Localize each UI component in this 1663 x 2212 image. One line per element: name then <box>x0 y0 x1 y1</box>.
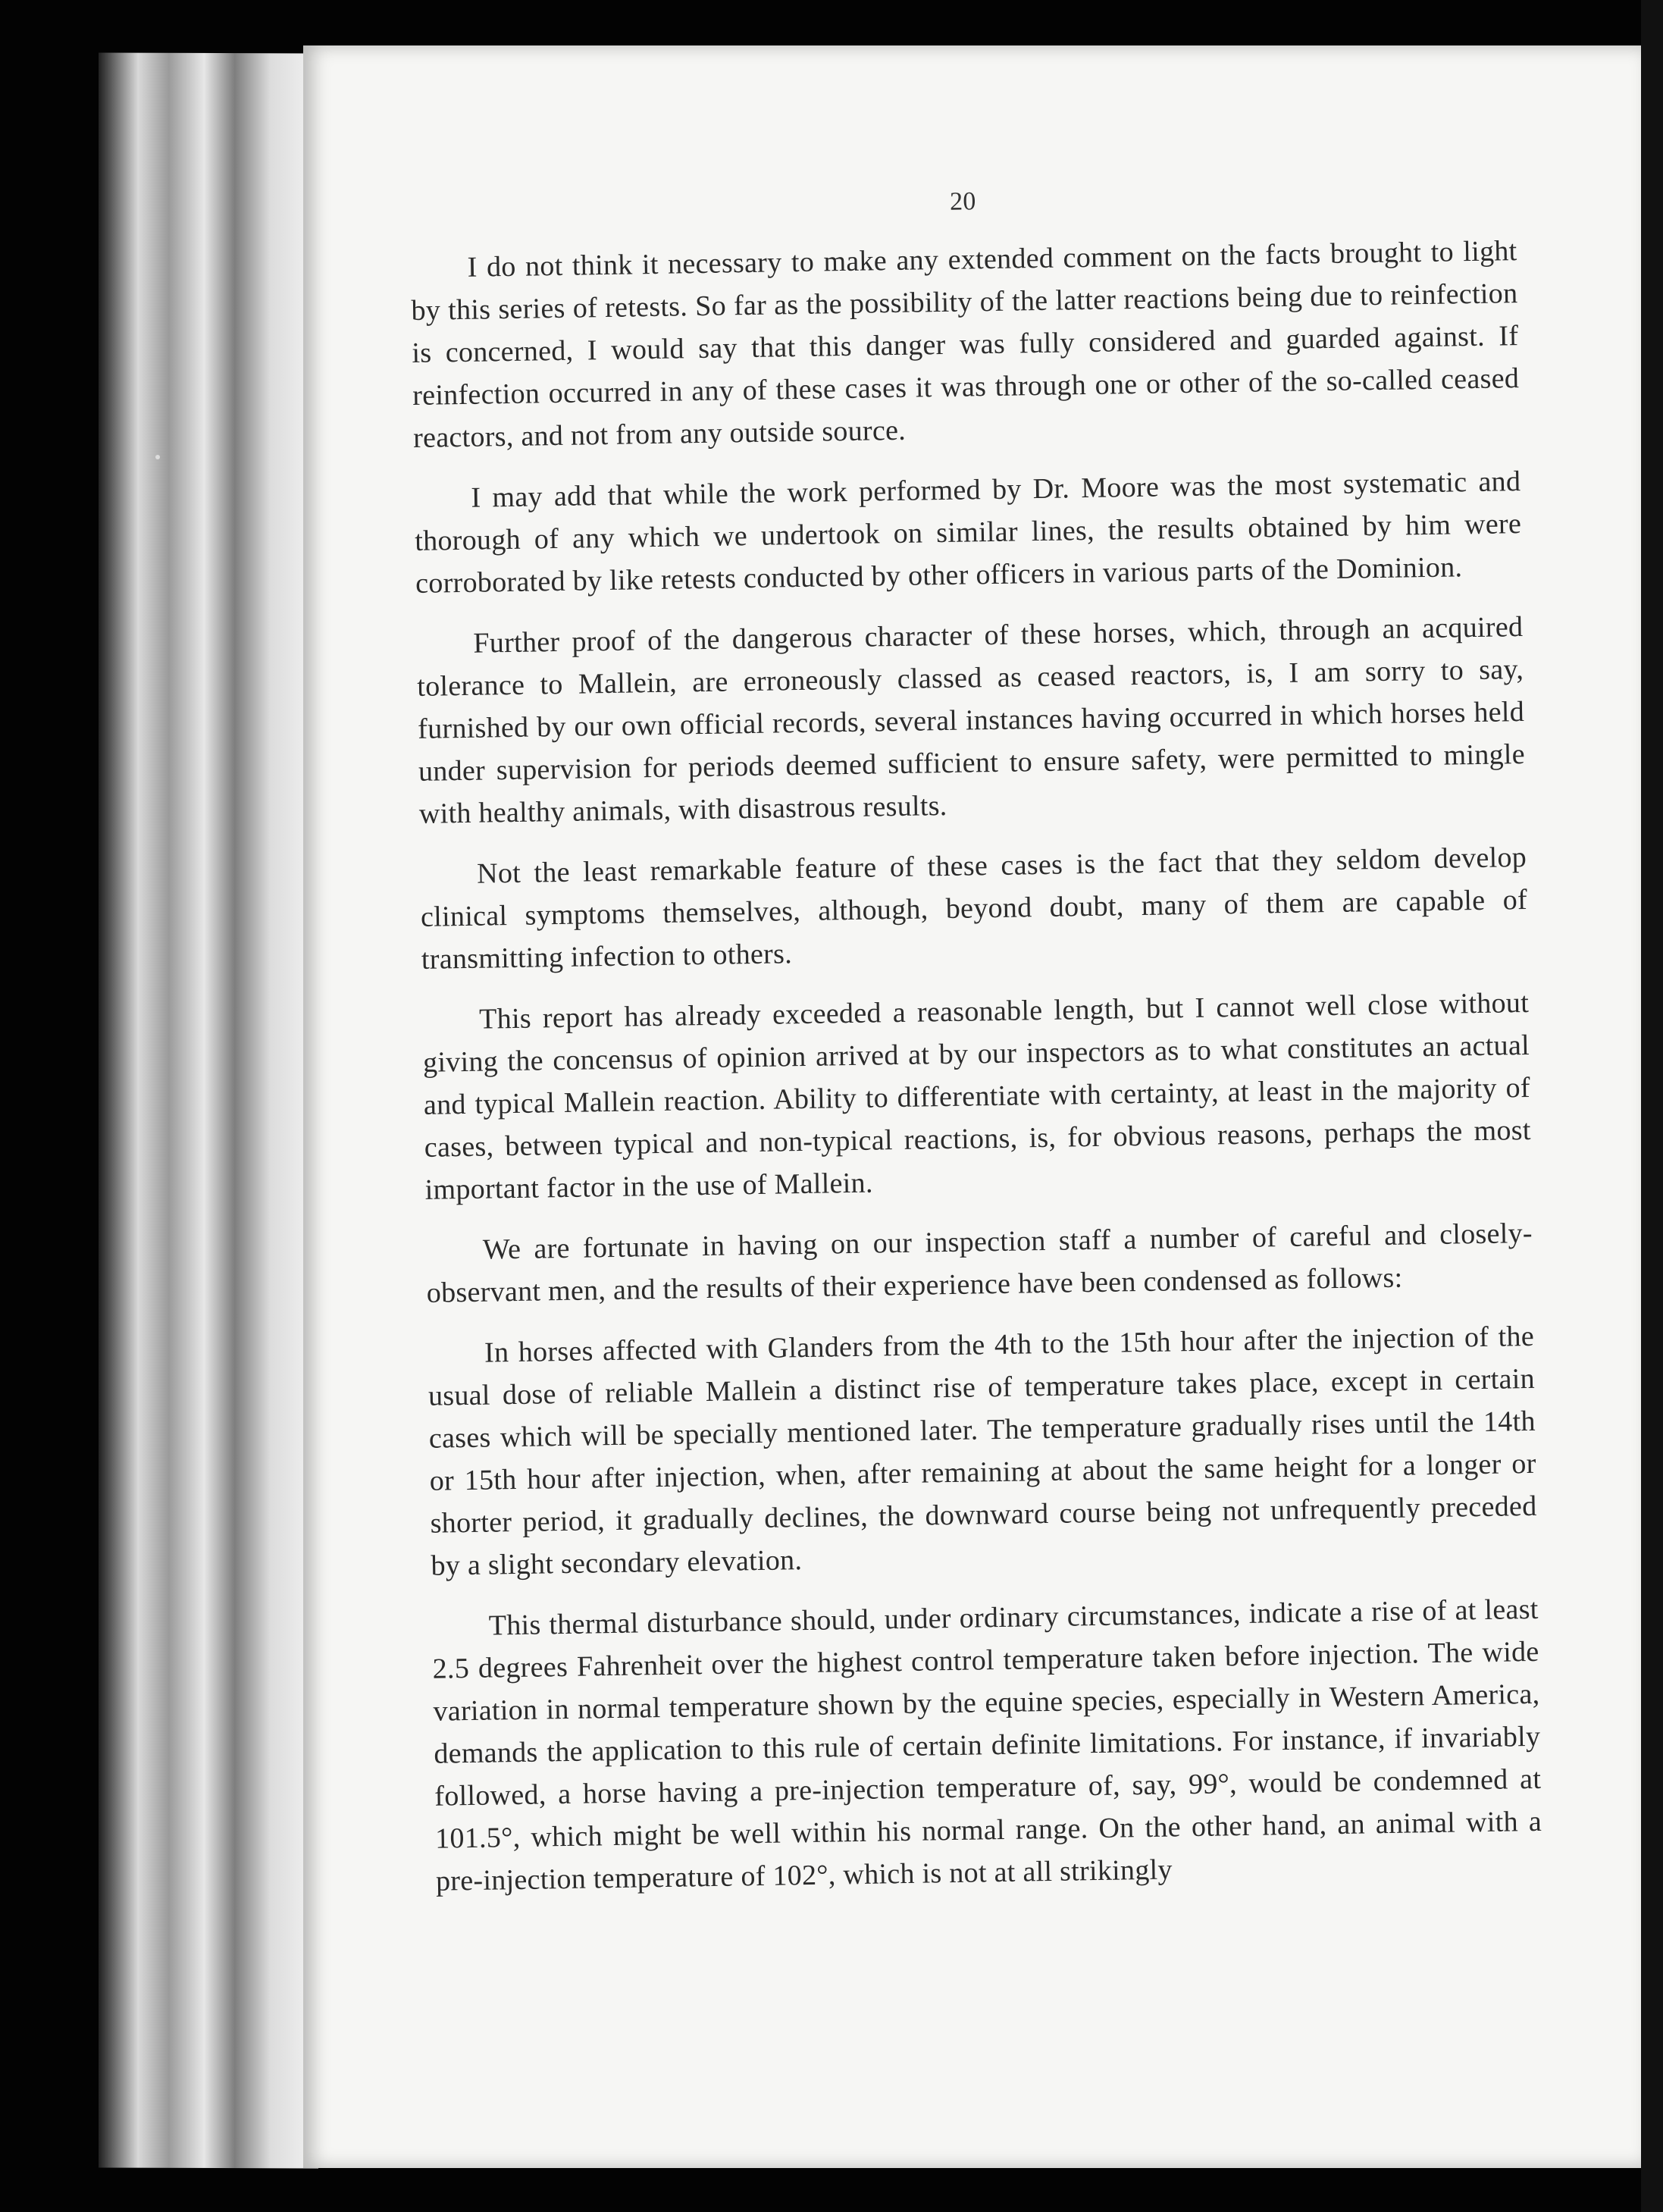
document-page <box>303 45 1641 2168</box>
paragraph-inspection-staff: We are fortunate in having on our inspection staff a number of careful and closely-observant men, and the results of their experience have been condensed as follows: <box>426 1217 1533 1309</box>
paragraph-mallein-reaction: This report has already exceeded a reasonable length, but I cannot well close without giving the concensus of opinion arrived at by our inspectors as to what constitutes an actual and typical Mallein reaction. Ability to differentiate with certainty, at least in the majority of cases, between typical and non-typical reactions, is, for obvious reasons, perhaps the most important factor in the use of Mallein. <box>422 986 1532 1206</box>
paragraph-clinical-symptoms: Not the least remarkable feature of these cases is the fact that they seldom develop clinical symptoms themselves, although, beyond doubt, many of them are capable of transmitting infection to others. <box>420 841 1528 976</box>
paragraph-retests-comment: I do not think it necessary to make any extended comment on the facts brought to light by this series of retests. So far as the possibility of the latter reactions being due to reinfection is concerned, I would say that this danger was fully considered and guarded against. If reinfection occurred in any of these cases it was through one or other of the so-called ceased reactors, and not from any outside source. <box>411 235 1520 454</box>
scan-right-border <box>1641 0 1663 2212</box>
page-number: 20 <box>949 187 976 216</box>
book-page-edges <box>99 52 318 2168</box>
paragraph-glanders-temperature: In horses affected with Glanders from the 4th to the 15th hour after the injection of the usual dose of reliable Mallein a distinct rise of temperature takes place, except in certain cases which will be specially mentioned later. The temperature gradually rises until the 14th or 15th hour after injection, when, after remaining at about the same height for a longer or shorter period, it gradually declines, the downward course being not unfrequently preceded by a slight secondary elevation. <box>427 1320 1537 1582</box>
paragraph-thermal-disturbance: This thermal disturbance should, under ordinary circumstances, indicate a rise of at least 2.5 degrees Fahrenheit over the highest control temperature taken before injection. The wide variation in normal temperature shown by the equine species, especially in Western America, demands the application to this rule of certain definite limitations. For instance, if invariably followed, a horse having a pre-injection temperature of, say, 99°, would be condemned at 101.5°, which might be well within his normal range. On the other hand, an animal with a pre-injection temperature of 102°, which is not at all strikingly <box>432 1593 1542 1897</box>
paragraph-dr-moore: I may add that while the work performed by Dr. Moore was the most systematic and thorough of any which we undertook on similar lines, the results obtained by him were corroborated by like retests conducted by other officers in various parts of the Dominion. <box>414 465 1522 600</box>
paragraph-dangerous-horses: Further proof of the dangerous character of these horses, which, through an acquired tolerance to Mallein, are erroneously classed as ceased reactors, is, I am sorry to say, furnished by our own official records, several instances having occurred in which horses held under supervision for periods deemed sufficient to ensure safety, were permitted to mingle with healthy animals, with disastrous results. <box>416 610 1526 830</box>
dust-speck <box>155 455 160 459</box>
page-content <box>409 172 1543 1921</box>
